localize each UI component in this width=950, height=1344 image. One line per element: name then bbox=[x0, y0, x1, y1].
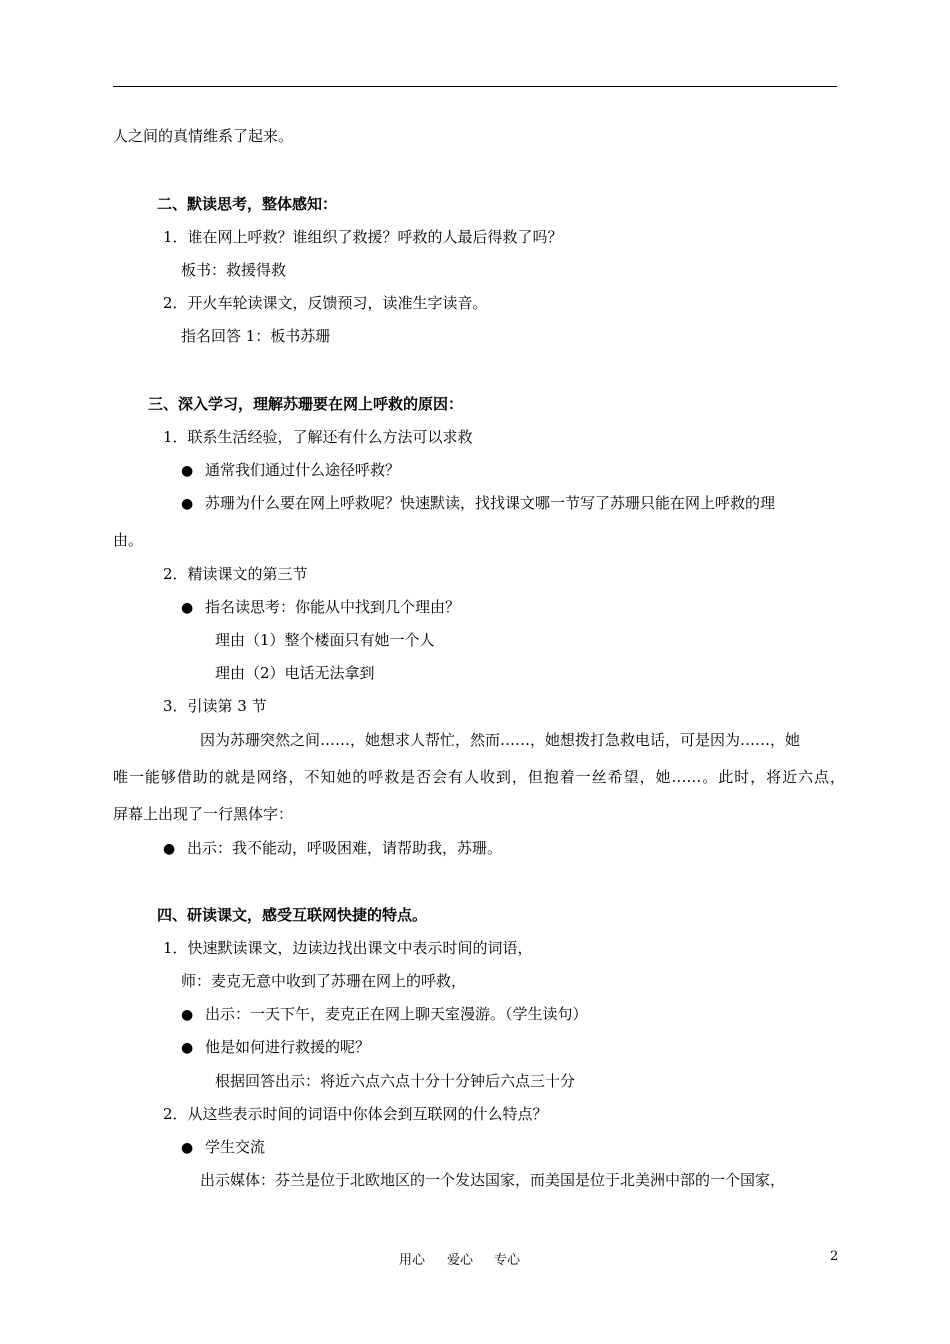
text-line: 1．联系生活经验，了解还有什么方法可以求救 bbox=[163, 428, 473, 446]
text-line: 指名回答 1：板书苏珊 bbox=[181, 327, 331, 345]
text-line: 人之间的真情维系了起来。 bbox=[113, 127, 294, 145]
text-line: 2．从这些表示时间的词语中你体会到互联网的什么特点？ bbox=[163, 1105, 548, 1123]
text-line: 出示媒体：芬兰是位于北欧地区的一个发达国家，而美国是位于北美洲中部的一个国家， bbox=[200, 1171, 786, 1189]
footer-motto: 爱心 bbox=[447, 1253, 474, 1268]
section-heading: 三、深入学习，理解苏珊要在网上呼救的原因： bbox=[148, 395, 464, 413]
text-line: 1．谁在网上呼救？谁组织了救援？呼救的人最后得救了吗？ bbox=[163, 228, 563, 246]
bullet-icon: ● bbox=[181, 1140, 194, 1156]
text-line: 1．快速默读课文，边读边找出课文中表示时间的词语， bbox=[163, 939, 533, 957]
text-line: 3．引读第 3 节 bbox=[163, 697, 267, 715]
section-heading: 二、默读思考，整体感知： bbox=[157, 195, 338, 213]
page-number: 2 bbox=[830, 1249, 839, 1264]
list-item: ● 他是如何进行救援的呢？ bbox=[181, 1038, 371, 1056]
footer-motto: 专心 bbox=[494, 1253, 521, 1268]
list-item: ● 学生交流 bbox=[181, 1138, 266, 1156]
list-item: ● 通常我们通过什么途径呼救？ bbox=[181, 461, 401, 479]
bullet-icon: ● bbox=[181, 496, 194, 512]
text-line: 唯一能够借助的就是网络，不知她的呼救是否会有人收到，但抱着一丝希望，她……。此时，将近六点， bbox=[113, 768, 845, 786]
section-heading: 四、研读课文，感受互联网快捷的特点。 bbox=[157, 906, 428, 924]
text-line: 2．开火车轮读课文，反馈预习，读准生字读音。 bbox=[163, 294, 488, 312]
text-line: 由。 bbox=[113, 531, 144, 549]
text-line: 理由（1）整个楼面只有她一个人 bbox=[215, 631, 435, 649]
bullet-icon: ● bbox=[181, 600, 194, 616]
header-rule bbox=[113, 86, 837, 87]
text-line: 根据回答出示：将近六点六点十分十分钟后六点三十分 bbox=[215, 1072, 576, 1090]
text-line: 板书：救援得救 bbox=[181, 261, 287, 279]
footer-motto: 用心 bbox=[399, 1253, 426, 1268]
text-line: 因为苏珊突然之间……，她想求人帮忙，然而……，她想拨打急救电话，可是因为……，她 bbox=[200, 731, 801, 749]
list-item: ● 苏珊为什么要在网上呼救呢？快速默读，找找课文哪一节写了苏珊只能在网上呼救的理 bbox=[181, 494, 776, 512]
list-item: ● 出示：我不能动，呼吸困难，请帮助我，苏珊。 bbox=[163, 839, 503, 857]
bullet-icon: ● bbox=[181, 463, 194, 479]
list-item: ● 出示：一天下午，麦克正在网上聊天室漫游。（学生读句） bbox=[181, 1005, 588, 1023]
text-line: 师：麦克无意中收到了苏珊在网上的呼救， bbox=[181, 972, 467, 990]
text-line: 屏幕上出现了一行黑体字： bbox=[113, 805, 294, 823]
list-item: ● 指名读思考：你能从中找到几个理由？ bbox=[181, 598, 461, 616]
bullet-icon: ● bbox=[181, 1040, 194, 1056]
text-line: 2．精读课文的第三节 bbox=[163, 565, 308, 583]
bullet-icon: ● bbox=[163, 841, 176, 857]
bullet-icon: ● bbox=[181, 1007, 194, 1023]
text-line: 理由（2）电话无法拿到 bbox=[215, 664, 375, 682]
